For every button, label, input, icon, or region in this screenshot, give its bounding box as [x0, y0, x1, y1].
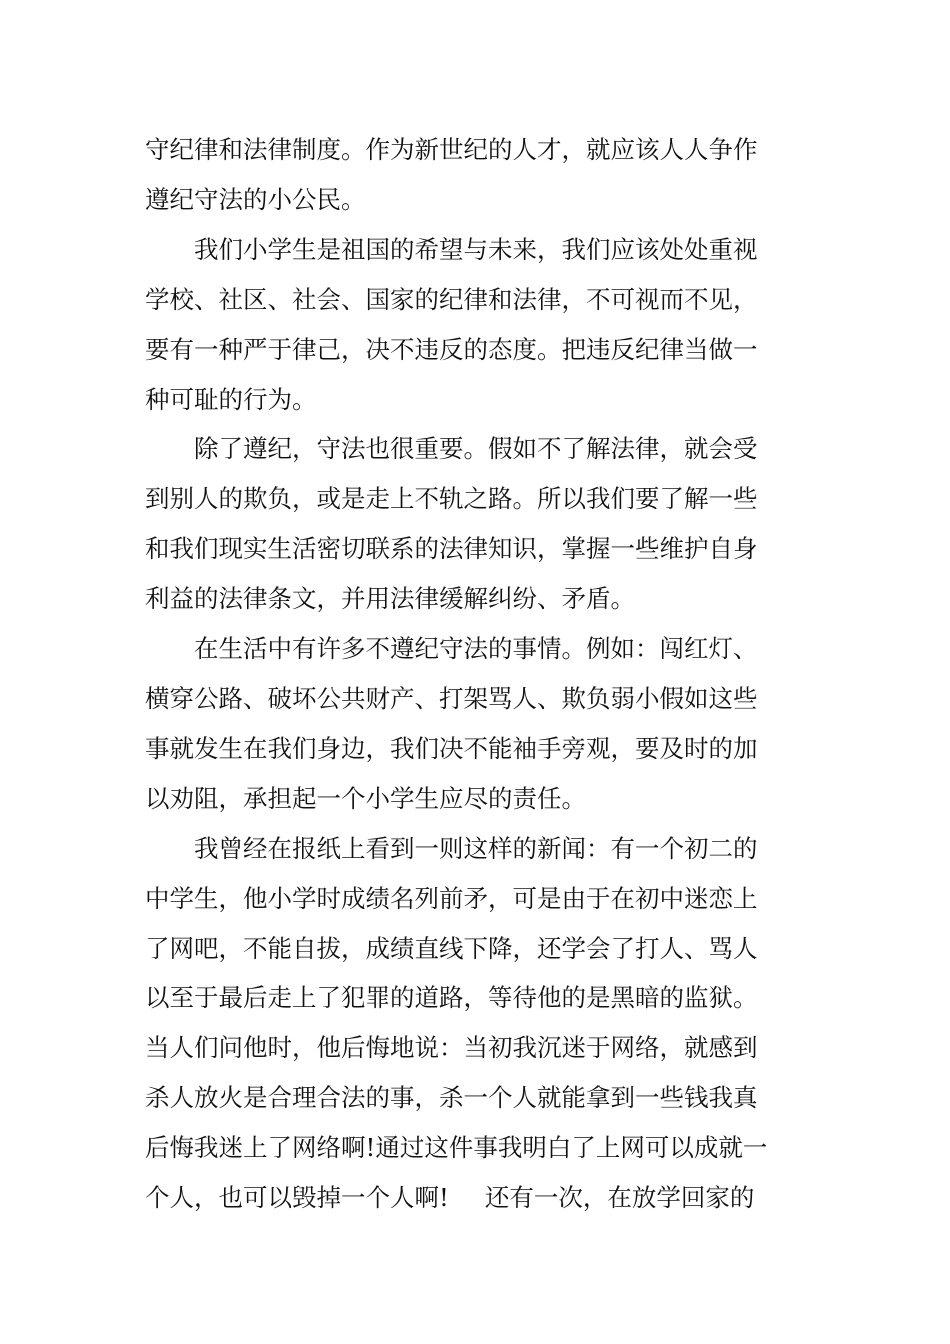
text-line: 了网吧，不能自拔，成绩直线下降，还学会了打人、骂人 — [145, 933, 758, 963]
text-line: 利益的法律条文，并用法律缓解纠纷、矛盾。 — [145, 584, 635, 614]
text-line-part: 个人，也可以毁掉一个人啊! — [145, 1183, 449, 1213]
text-line: 以劝阻，承担起一个小学生应尽的责任。 — [145, 783, 586, 813]
text-line: 到别人的欺负，或是走上不轨之路。所以我们要了解一些 — [145, 484, 758, 514]
text-line-last — [145, 1173, 810, 1223]
document-body — [145, 125, 810, 1223]
text-line: 在生活中有许多不遵纪守法的事情。例如：闯红灯、 — [145, 634, 758, 664]
text-line: 种可耻的行为。 — [145, 384, 317, 414]
text-line: 遵纪守法的小公民。 — [145, 184, 366, 214]
text-line: 以至于最后走上了犯罪的道路，等待他的是黑暗的监狱。 — [145, 983, 758, 1013]
text-line: 要有一种严于律己，决不违反的态度。把违反纪律当做一 — [145, 334, 758, 364]
text-line: 我曾经在报纸上看到一则这样的新闻：有一个初二的 — [145, 833, 758, 863]
text-line: 当人们问他时，他后悔地说：当初我沉迷于网络，就感到 — [145, 1033, 758, 1063]
text-line: 后悔我迷上了网络啊!通过这件事我明白了上网可以成就一 — [145, 1133, 768, 1163]
text-line: 学校、社区、社会、国家的纪律和法律，不可视而不见， — [145, 284, 758, 314]
text-line: 横穿公路、破坏公共财产、打架骂人、欺负弱小假如这些 — [145, 683, 758, 713]
text-line: 中学生，他小学时成绩名列前矛，可是由于在初中迷恋上 — [145, 883, 758, 913]
text-line: 除了遵纪，守法也很重要。假如不了解法律，就会受 — [145, 434, 758, 464]
text-line-part: 还有一次，在放学回家的 — [484, 1183, 755, 1213]
text-line: 杀人放火是合理合法的事，杀一个人就能拿到一些钱我真 — [145, 1083, 758, 1113]
text-line: 守纪律和法律制度。作为新世纪的人才，就应该人人争作 — [145, 135, 758, 164]
text-line: 和我们现实生活密切联系的法律知识，掌握一些维护自身 — [145, 534, 758, 564]
text-line: 事就发生在我们身边，我们决不能袖手旁观，要及时的加 — [145, 733, 758, 763]
text-line: 我们小学生是祖国的希望与未来，我们应该处处重视 — [145, 234, 758, 264]
